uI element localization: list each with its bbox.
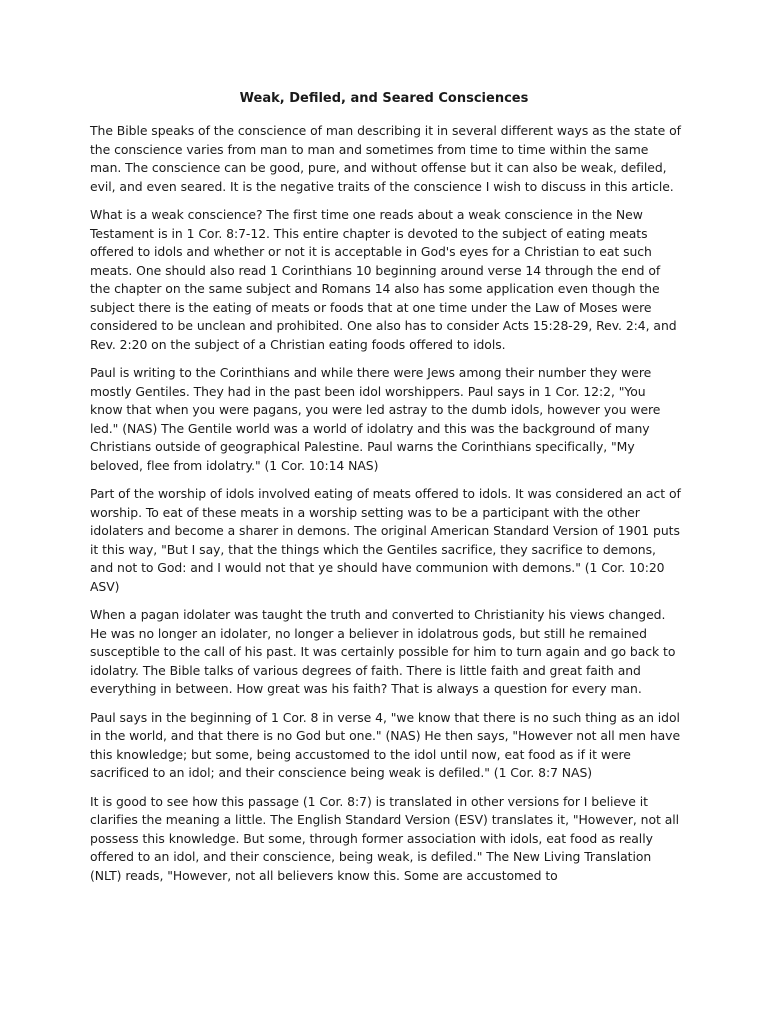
paragraph-intro: The Bible speaks of the conscience of man describing it in several different ways as the state of the conscience varies from man to man and sometimes from time to time within the same man. The conscience can be good, pure, and without offense but it can also be weak, defiled, evil, and even seared. It is the negative traits of the conscience I wish to discuss in this article.: [90, 123, 681, 194]
paragraph-weak-conscience: What is a weak conscience? The first time one reads about a weak conscience in the New Testament is in 1 Cor. 8:7-12. This entire chapter is devoted to the subject of eating meats offered to idols and whether or not it is acceptable in God's eyes for a Christian to eat such meats. One should also read 1 Corinthians 10 beginning around verse 14 through the end of the chapter on the same subject and Romans 14 also has some application even though the subject there is the eating of meats or foods that at one time under the Law of Moses were considered to be unclean and prohibited. One also has to consider Acts 15:28-29, Rev. 2:4, and Rev. 2:20 on the subject of a Christian eating foods offered to idols.: [90, 207, 677, 352]
document-title: Weak, Defiled, and Seared Consciences: [239, 91, 529, 106]
paragraph-pagan-convert: When a pagan idolater was taught the truth and converted to Christianity his views changed. He was no longer an idolater, no longer a believer in idolatrous gods, but still he remained susceptible to the call of his past. It was certainly possible for him to turn again and go back to idolatry. The Bible talks of various degrees of faith. There is little faith and great faith and everything in between. How great was his faith? That is always a question for every man.: [90, 607, 676, 696]
paragraph-knowledge: Paul says in the beginning of 1 Cor. 8 in verse 4, "we know that there is no such thing as an idol in the world, and that there is no God but one." (NAS) He then says, "However not all men have this knowledge; but some, being accustomed to the idol until now, eat food as if it were sacrificed to an idol; and their conscience being weak is defiled." (1 Cor. 8:7 NAS): [90, 709, 681, 780]
paragraph-idol-worship: Part of the worship of idols involved eating of meats offered to idols. It was considered an act of worship. To eat of these meats in a worship setting was to be a participant with the other idolaters and become a sharer in demons. The original American Standard Version of 1901 puts it this way, "But I say, that the things which the Gentiles sacrifice, they sacrifice to demons, and not to God: and I would not that ye should have communion with demons." (1 Cor. 10:20 ASV): [90, 486, 681, 594]
paragraph-translations: It is good to see how this passage (1 Cor. 8:7) is translated in other versions for I believe it clarifies the meaning a little. The English Standard Version (ESV) translates it, "However, not all possess this knowledge. But some, through former association with idols, eat food as really offered to an idol, and their conscience, being weak, is defiled." The New Living Translation (NLT) reads, "However, not all believers know this. Some are accustomed to: [90, 793, 680, 883]
paragraph-corinthians-background: Paul is writing to the Corinthians and while there were Jews among their number they were mostly Gentiles. They had in the past been idol worshippers. Paul says in 1 Cor. 12:2, "You know that when you were pagans, you were led astray to the dumb idols, however you were led." (NAS) The Gentile world was a world of idolatry and this was the background of many Christians outside of geographical Palestine. Paul warns the Corinthians specifically, "My beloved, flee from idolatry." (1 Cor. 10:14 NAS): [90, 365, 661, 473]
document-body: [90, 122, 682, 895]
